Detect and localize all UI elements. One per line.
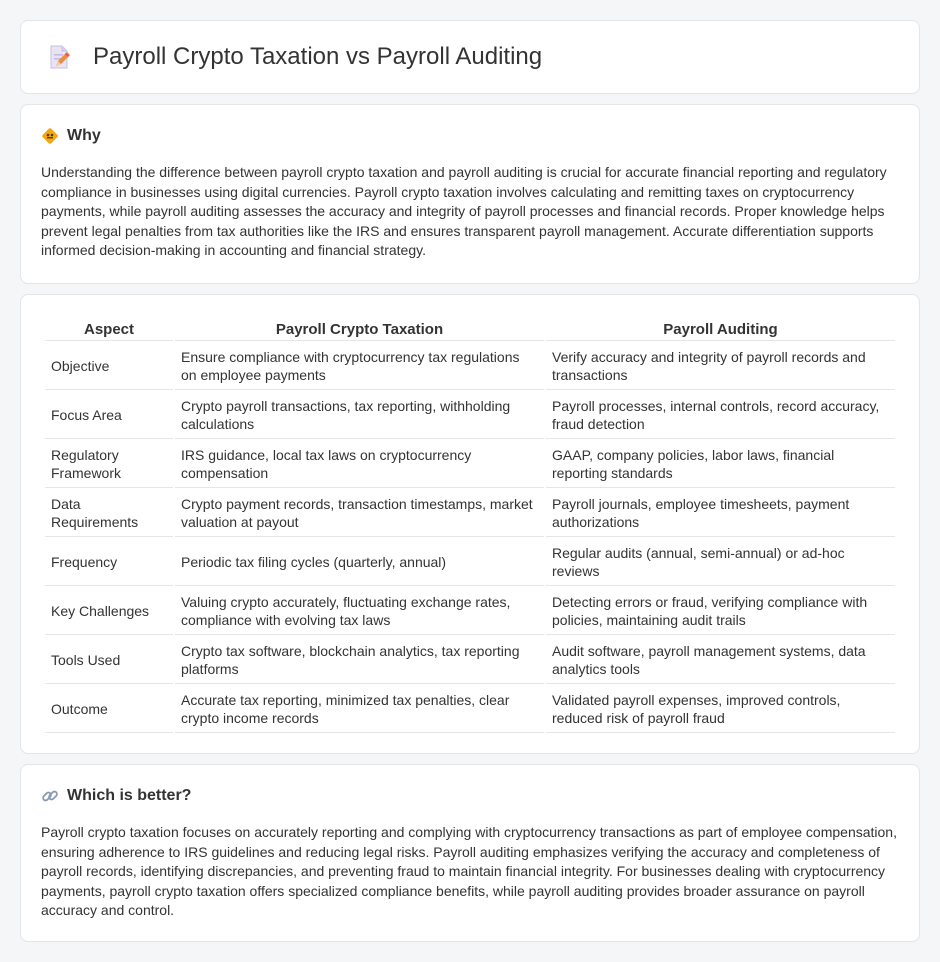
crypto-cell: Periodic tax filing cycles (quarterly, annual) [175,539,544,586]
auditing-cell: Regular audits (annual, semi-annual) or ad-hoc reviews [546,539,895,586]
aspect-cell: Objective [45,343,173,390]
table-row [45,539,895,586]
auditing-cell: Payroll journals, employee timesheets, payment authorizations [546,490,895,537]
better-text: Payroll crypto taxation focuses on accurately reporting and complying with cryptocurrency transactions as part of employee compensation, ensuring adherence to IRS guidelines and reducing legal risks. Payroll auditing emphasizes verifying the accuracy and completeness of payroll records, identifying discrepancies, and preventing fraud to maintain financial integrity. For businesses dealing with cryptocurrency payments, payroll crypto taxation offers specialized compliance benefits, while payroll auditing provides broader assurance on payroll accuracy and control. [41,824,897,918]
why-text: Understanding the difference between payroll crypto taxation and payroll auditing is crucial for accurate financial reporting and regulatory compliance in businesses using digital currencies. Payroll crypto taxation involves calculating and remitting taxes on cryptocurrency payments, while payroll auditing assesses the accuracy and integrity of payroll processes and financial records. Proper knowledge helps prevent legal penalties from tax authorities like the IRS and ensures transparent payroll management. Accurate differentiation supports informed decision-making in accounting and financial strategy. [41,164,887,258]
table-row [45,392,895,439]
auditing-cell: Audit software, payroll management systems, data analytics tools [546,637,895,684]
aspect-cell: Tools Used [45,637,173,684]
aspect-cell: Focus Area [45,392,173,439]
crypto-cell: Ensure compliance with cryptocurrency tax regulations on employee payments [175,343,544,390]
header-aspect: Aspect [45,319,173,341]
comparison-table-card [20,294,920,754]
crypto-cell: Crypto payment records, transaction timestamps, market valuation at payout [175,490,544,537]
why-title: Why [67,127,101,144]
header-crypto-taxation: Payroll Crypto Taxation [175,319,544,341]
table-row [45,637,895,684]
header-payroll-auditing: Payroll Auditing [546,319,895,341]
crypto-cell: Crypto tax software, blockchain analytics, tax reporting platforms [175,637,544,684]
aspect-cell: Frequency [45,539,173,586]
aspect-cell: Regulatory Framework [45,441,173,488]
link-icon [41,787,59,805]
table-row [45,343,895,390]
auditing-cell: Detecting errors or fraud, verifying compliance with policies, maintaining audit trails [546,588,895,635]
comparison-table [43,317,897,735]
aspect-cell: Data Requirements [45,490,173,537]
crypto-cell: Valuing crypto accurately, fluctuating exchange rates, compliance with evolving tax laws [175,588,544,635]
aspect-cell: Outcome [45,686,173,733]
page-title: Payroll Crypto Taxation vs Payroll Auditing [93,43,543,70]
table-row [45,441,895,488]
auditing-cell: GAAP, company policies, labor laws, financial reporting standards [546,441,895,488]
document-pencil-icon [45,43,73,71]
why-header [41,127,899,145]
warning-sign-icon [41,127,59,145]
auditing-cell: Verify accuracy and integrity of payroll records and transactions [546,343,895,390]
table-row [45,588,895,635]
crypto-cell: Accurate tax reporting, minimized tax penalties, clear crypto income records [175,686,544,733]
why-section [20,104,920,284]
better-title: Which is better? [67,787,192,804]
table-row [45,686,895,733]
auditing-cell: Validated payroll expenses, improved controls, reduced risk of payroll fraud [546,686,895,733]
which-is-better-section [20,764,920,942]
aspect-cell: Key Challenges [45,588,173,635]
auditing-cell: Payroll processes, internal controls, record accuracy, fraud detection [546,392,895,439]
crypto-cell: Crypto payroll transactions, tax reporting, withholding calculations [175,392,544,439]
title-card [20,20,920,94]
table-row [45,490,895,537]
table-header-row [45,319,895,341]
crypto-cell: IRS guidance, local tax laws on cryptocurrency compensation [175,441,544,488]
better-header [41,787,899,805]
